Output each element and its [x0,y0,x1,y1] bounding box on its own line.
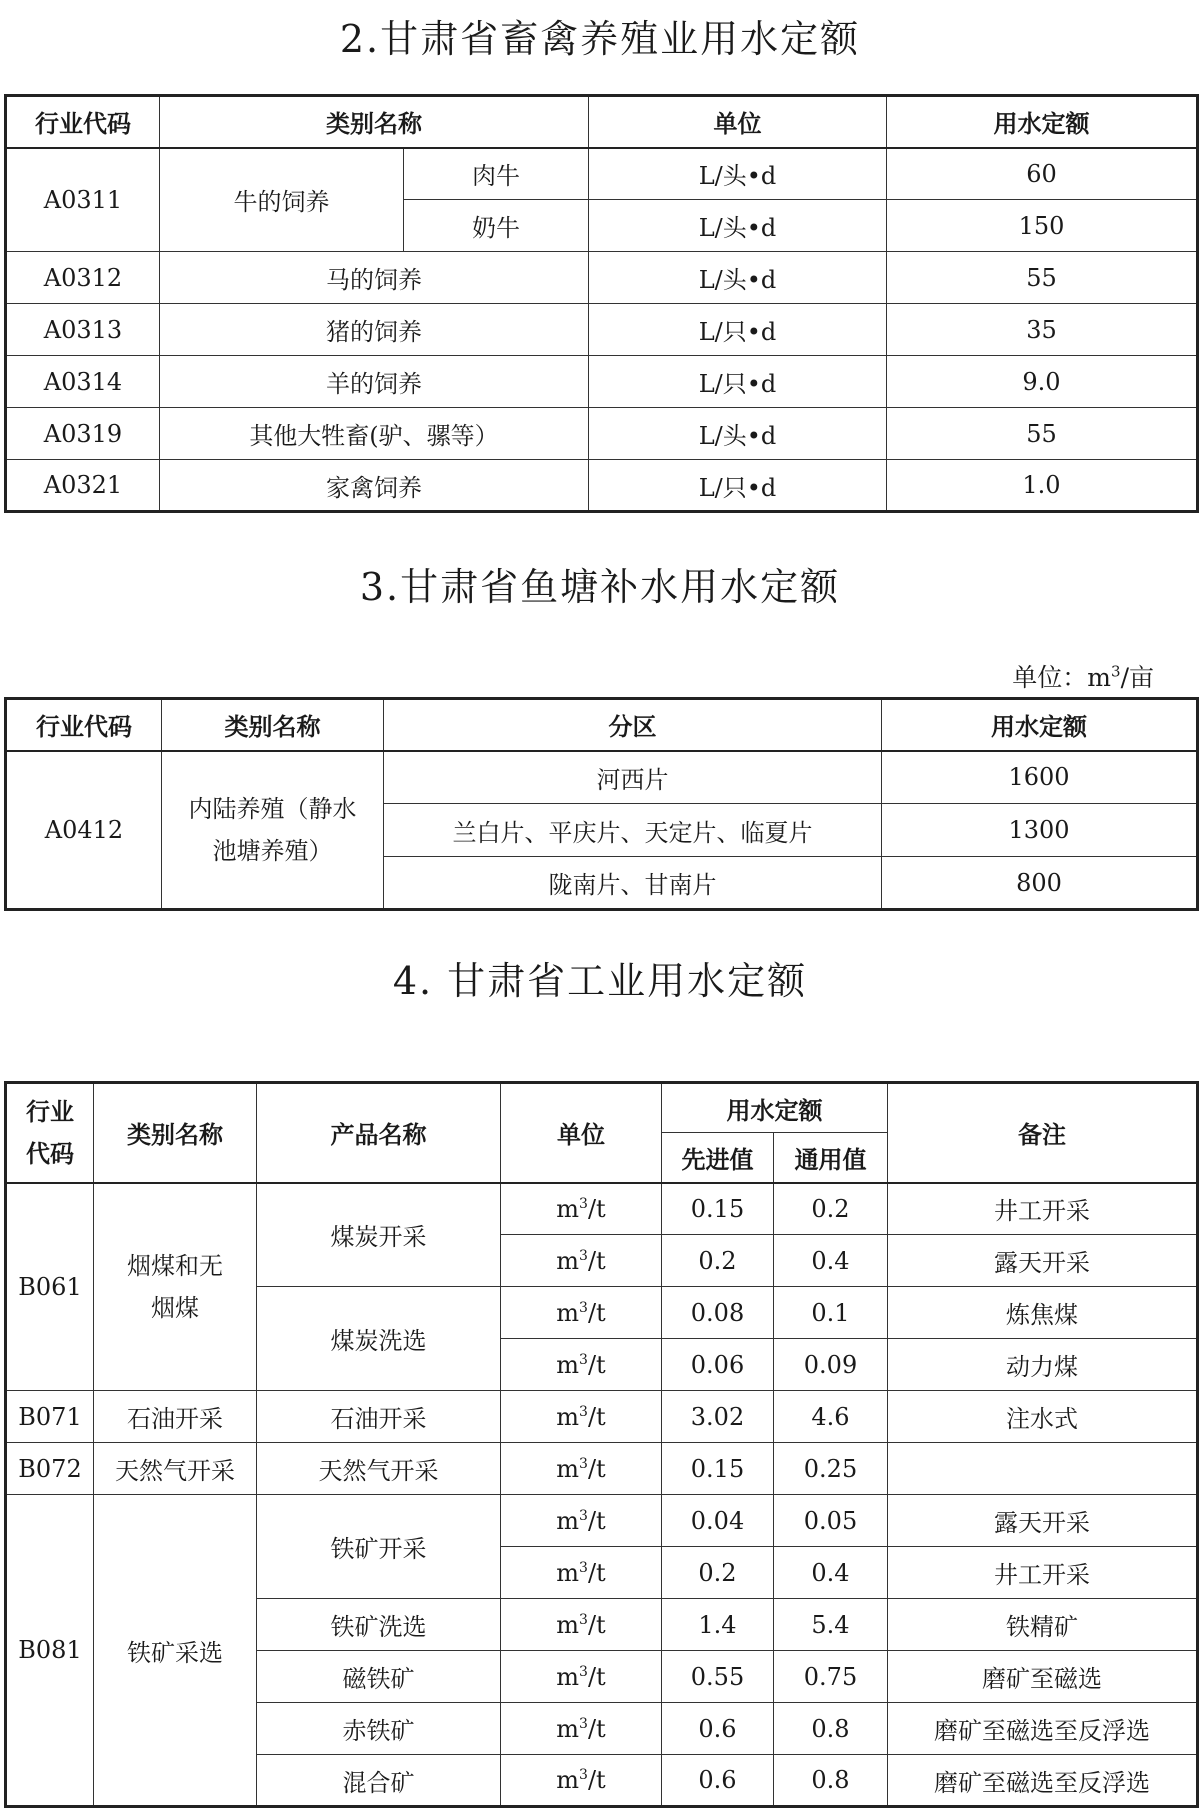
cell-quota: 9.0 [887,356,1198,408]
cell-product: 磁铁矿 [257,1651,501,1703]
header-unit: 单位 [589,96,887,148]
header-code-line: 代码 [26,1139,74,1168]
section2-title: 2.甘肃省畜禽养殖业用水定额 [339,17,861,61]
cell-advanced: 3.02 [662,1391,774,1443]
header-category: 类别名称 [160,96,589,148]
cell-zone: 河西片 [384,751,882,804]
unit-base: m [556,1714,580,1743]
cell-unit: L/只•d [589,460,887,512]
cell-advanced: 0.04 [662,1495,774,1547]
unit-tail: /t [587,1610,606,1639]
cell-unit: L/头•d [589,408,887,460]
cell-general: 0.75 [774,1651,888,1703]
unit-tail: /t [587,1194,606,1223]
cell-advanced: 1.4 [662,1599,774,1651]
unit-tail: /t [587,1506,606,1535]
cell-zone: 兰白片、平庆片、天定片、临夏片 [384,804,882,857]
cell-category: 羊的饲养 [160,356,589,408]
cell-remark: 井工开采 [888,1183,1198,1235]
cell-general: 0.4 [774,1547,888,1599]
cell-quota: 55 [887,252,1198,304]
cell-unit: L/头•d [589,148,887,200]
cell-advanced: 0.15 [662,1443,774,1495]
table-row [6,356,1198,408]
unit-tail: /t [587,1766,606,1794]
cell-remark [888,1443,1198,1495]
cell-remark: 铁精矿 [888,1599,1198,1651]
cell-remark: 磨矿至磁选至反浮选 [888,1703,1198,1755]
cell-unit [501,1339,662,1391]
header-code-line: 行业 [26,1097,74,1126]
cell-unit [501,1443,662,1495]
cell-quota: 1600 [882,751,1198,804]
cell-remark: 露天开采 [888,1495,1198,1547]
cell-category: 猪的饲养 [160,304,589,356]
cell-product: 铁矿洗选 [257,1599,501,1651]
cell-category: 天然气开采 [94,1443,257,1495]
table-row [6,751,1198,804]
cell-remark: 炼焦煤 [888,1287,1198,1339]
cell-product: 石油开采 [257,1391,501,1443]
unit-sup: 3 [579,1767,588,1783]
header-advanced: 先进值 [662,1133,774,1183]
unit-base: m [556,1350,580,1379]
unit-sup: 3 [579,1455,588,1472]
cell-general: 4.6 [774,1391,888,1443]
header-quota: 用水定额 [662,1083,888,1133]
category-line: 烟煤 [151,1293,199,1322]
unit-base: m [556,1558,580,1587]
cell-product: 赤铁矿 [257,1703,501,1755]
cell-unit [501,1703,662,1755]
cell-code: A0312 [6,252,160,304]
cell-product: 煤炭洗选 [257,1287,501,1391]
unit-sup: 3 [579,1403,588,1420]
unit-tail: /t [587,1558,606,1587]
unit-base: m [556,1766,580,1794]
unit-tail: /t [587,1402,606,1431]
category-line: 池塘养殖） [212,836,333,865]
cell-category: 石油开采 [94,1391,257,1443]
cell-product: 煤炭开采 [257,1183,501,1287]
cell-category: 家禽饲养 [160,460,589,512]
unit-sup: 3 [579,1559,588,1576]
table-row [6,1443,1198,1495]
cell-remark: 磨矿至磁选至反浮选 [888,1755,1198,1807]
cell-general: 0.25 [774,1443,888,1495]
header-general: 通用值 [774,1133,888,1183]
cell-quota: 1300 [882,804,1198,857]
header-quota: 用水定额 [882,699,1198,751]
header-remark: 备注 [888,1083,1198,1183]
header-unit: 单位 [501,1083,662,1183]
header-zone: 分区 [384,699,882,751]
cell-product: 混合矿 [257,1755,501,1807]
unit-tail: /t [587,1298,606,1327]
unit-base: m [556,1506,580,1535]
cell-quota: 35 [887,304,1198,356]
header-code [6,1083,94,1183]
cell-code: A0314 [6,356,160,408]
cell-remark: 注水式 [888,1391,1198,1443]
unit-base: m [556,1194,580,1223]
header-code: 行业代码 [6,699,162,751]
unit-base: m [556,1402,580,1431]
unit-base: m [556,1454,580,1483]
cell-category [162,751,384,910]
cell-category: 其他大牲畜(驴、骡等） [160,408,589,460]
cell-unit [501,1651,662,1703]
unit-sup: 3 [579,1351,588,1368]
cell-unit [501,1495,662,1547]
cell-unit [501,1547,662,1599]
cell-remark: 磨矿至磁选 [888,1651,1198,1703]
cell-unit: L/只•d [589,304,887,356]
unit-base: m [556,1298,580,1327]
cell-code: B061 [6,1183,94,1391]
cell-product: 天然气开采 [257,1443,501,1495]
table-row [6,1495,1198,1547]
industry-table [4,1081,1199,1808]
cell-general: 0.8 [774,1703,888,1755]
table-row [6,408,1198,460]
table-row [6,460,1198,512]
header-product: 产品名称 [257,1083,501,1183]
header-quota: 用水定额 [887,96,1198,148]
cell-advanced: 0.55 [662,1651,774,1703]
cell-zone: 陇南片、甘南片 [384,857,882,910]
cell-code: A0321 [6,460,160,512]
fishpond-table [4,697,1199,911]
unit-tail: /t [587,1350,606,1379]
cell-unit [501,1287,662,1339]
cell-code: A0311 [6,148,160,252]
cell-quota: 800 [882,857,1198,910]
cell-category: 马的饲养 [160,252,589,304]
unit-sup: 3 [579,1247,588,1264]
cell-unit [501,1755,662,1807]
unit-sup: 3 [579,1663,588,1680]
cell-advanced: 0.08 [662,1287,774,1339]
unit-sup: 3 [579,1507,588,1524]
section4-title: 4. 甘肃省工业用水定额 [392,959,808,1003]
section3-title: 3.甘肃省鱼塘补水用水定额 [359,565,841,609]
unit-note-suffix: /亩 [1120,663,1154,692]
cell-general: 0.8 [774,1755,888,1807]
unit-note-prefix: 单位：m [1012,663,1112,692]
cell-general: 0.1 [774,1287,888,1339]
cell-advanced: 0.15 [662,1183,774,1235]
header-category: 类别名称 [162,699,384,751]
cell-quota: 150 [887,200,1198,252]
cell-code: B072 [6,1443,94,1495]
table-row [6,148,1198,200]
cell-unit [501,1391,662,1443]
cell-unit: L/头•d [589,252,887,304]
cell-code: B081 [6,1495,94,1807]
unit-tail: /t [587,1246,606,1275]
cell-code: B071 [6,1391,94,1443]
cell-code: A0412 [6,751,162,910]
cell-unit [501,1183,662,1235]
cell-quota: 60 [887,148,1198,200]
cell-unit: L/只•d [589,356,887,408]
unit-tail: /t [587,1454,606,1483]
cell-advanced: 0.06 [662,1339,774,1391]
cell-category: 牛的饲养 [160,148,404,252]
category-line: 烟煤和无 [127,1251,223,1280]
cell-general: 5.4 [774,1599,888,1651]
unit-base: m [556,1610,580,1639]
unit-base: m [556,1246,580,1275]
table-row [6,304,1198,356]
cell-quota: 1.0 [887,460,1198,512]
cell-advanced: 0.2 [662,1235,774,1287]
cell-code: A0313 [6,304,160,356]
cell-general: 0.09 [774,1339,888,1391]
cell-remark: 动力煤 [888,1339,1198,1391]
cell-general: 0.05 [774,1495,888,1547]
cell-unit: L/头•d [589,200,887,252]
cell-advanced: 0.6 [662,1755,774,1807]
cell-unit [501,1599,662,1651]
cell-general: 0.4 [774,1235,888,1287]
livestock-table [4,94,1199,513]
unit-sup: 3 [579,1611,588,1628]
unit-sup: 3 [579,1299,588,1316]
unit-sup: 3 [579,1715,588,1732]
unit-sup: 3 [579,1195,588,1212]
cell-remark: 露天开采 [888,1235,1198,1287]
cell-advanced: 0.6 [662,1703,774,1755]
header-category: 类别名称 [94,1083,257,1183]
cell-subcategory: 肉牛 [404,148,589,200]
cell-quota: 55 [887,408,1198,460]
cell-category: 铁矿采选 [94,1495,257,1807]
cell-category [94,1183,257,1391]
cell-general: 0.2 [774,1183,888,1235]
unit-tail: /t [587,1714,606,1743]
table-row [6,1183,1198,1235]
table-row [6,1391,1198,1443]
cell-remark: 井工开采 [888,1547,1198,1599]
category-line: 内陆养殖（静水 [188,794,357,823]
cell-unit [501,1235,662,1287]
unit-base: m [556,1662,580,1691]
cell-code: A0319 [6,408,160,460]
cell-advanced: 0.2 [662,1547,774,1599]
table-row [6,252,1198,304]
header-code: 行业代码 [6,96,160,148]
cell-subcategory: 奶牛 [404,200,589,252]
unit-tail: /t [587,1662,606,1691]
unit-note [1012,658,1154,694]
unit-note-sup: 3 [1111,662,1121,681]
cell-product: 铁矿开采 [257,1495,501,1599]
